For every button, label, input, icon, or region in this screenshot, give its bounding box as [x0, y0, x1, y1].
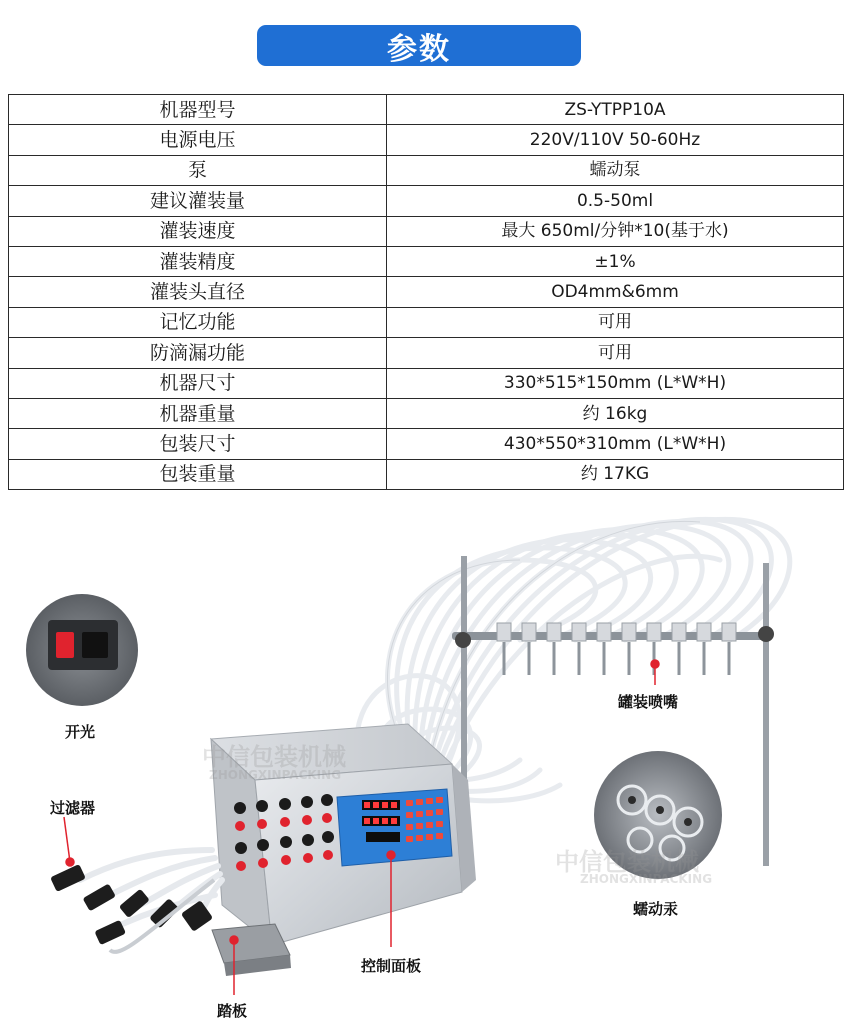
table-row — [9, 155, 844, 185]
callout-nozzle: 罐装喷嘴 — [618, 693, 679, 711]
table-row — [9, 459, 844, 489]
table-row — [9, 95, 844, 125]
spec-value: 430*550*310mm (L*W*H) — [387, 429, 844, 459]
table-row — [9, 368, 844, 398]
spec-label: 灌装精度 — [9, 246, 387, 276]
spec-label: 灌装头直径 — [9, 277, 387, 307]
stand-rod-right — [763, 563, 769, 866]
table-row — [9, 429, 844, 459]
spec-label: 电源电压 — [9, 125, 387, 155]
callout-filter: 过滤器 — [50, 799, 96, 817]
table-row — [9, 338, 844, 368]
spec-value: 可用 — [387, 338, 844, 368]
spec-label: 记忆功能 — [9, 307, 387, 337]
spec-label: 机器型号 — [9, 95, 387, 125]
spec-label: 建议灌装量 — [9, 186, 387, 216]
section-title: 参数 — [257, 25, 581, 66]
table-row — [9, 307, 844, 337]
spec-value: 约 16kg — [387, 398, 844, 428]
spec-value: 最大 650ml/分钟*10(基于水) — [387, 216, 844, 246]
spec-value: 220V/110V 50-60Hz — [387, 125, 844, 155]
callout-pedal: 踏板 — [217, 1002, 248, 1020]
spec-value: ±1% — [387, 246, 844, 276]
table-row — [9, 125, 844, 155]
spec-label: 包装重量 — [9, 459, 387, 489]
table-row — [9, 246, 844, 276]
spec-value: 可用 — [387, 307, 844, 337]
table-row — [9, 186, 844, 216]
spec-label: 包装尺寸 — [9, 429, 387, 459]
spec-label: 防滴漏功能 — [9, 338, 387, 368]
table-row — [9, 216, 844, 246]
spec-table — [8, 94, 844, 490]
callout-panel: 控制面板 — [361, 957, 422, 975]
table-row — [9, 398, 844, 428]
watermark-en: ZHONGXINPACKING — [209, 768, 342, 782]
spec-value: 330*515*150mm (L*W*H) — [387, 368, 844, 398]
spec-value: 0.5-50ml — [387, 186, 844, 216]
callout-pump: 蠕动汞 — [633, 900, 679, 918]
spec-value: 约 17KG — [387, 459, 844, 489]
spec-label: 泵 — [9, 155, 387, 185]
watermark-en-2: ZHONGXINPACKING — [580, 872, 713, 886]
watermark-cn: 中信包装机械 — [202, 743, 346, 771]
power-switch-inset — [26, 594, 138, 706]
spec-label: 灌装速度 — [9, 216, 387, 246]
spec-label: 机器尺寸 — [9, 368, 387, 398]
callout-switch: 开光 — [65, 723, 96, 741]
spec-value: 蠕动泵 — [387, 155, 844, 185]
spec-label: 机器重量 — [9, 398, 387, 428]
spec-value: ZS-YTPP10A — [387, 95, 844, 125]
spec-value: OD4mm&6mm — [387, 277, 844, 307]
product-illustration — [0, 505, 850, 1026]
watermark-cn-2: 中信包装机械 — [555, 848, 699, 876]
table-row — [9, 277, 844, 307]
